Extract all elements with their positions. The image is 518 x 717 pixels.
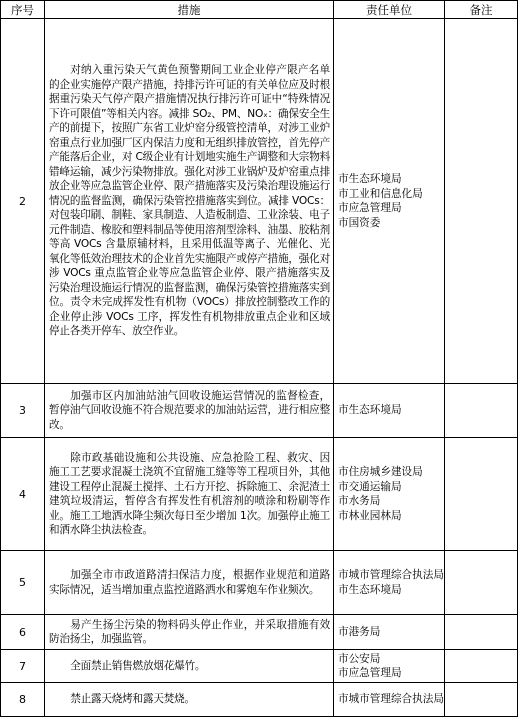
table-row <box>1 551 518 615</box>
row-number: 7 <box>1 650 45 683</box>
remark-cell <box>445 683 518 717</box>
row-number: 8 <box>1 683 45 717</box>
responsible-unit: 市生态环境局 <box>338 404 402 417</box>
responsible-unit: 市公安局 <box>338 652 381 665</box>
responsible-unit: 市生态环境局 <box>338 583 402 596</box>
row-number: 4 <box>1 438 45 551</box>
responsible-unit: 市交通运输局 <box>338 480 402 493</box>
remark-cell <box>445 438 518 551</box>
header-measure: 措施 <box>45 1 334 19</box>
header-unit: 责任单位 <box>334 1 445 19</box>
table-row <box>1 683 518 717</box>
responsible-unit: 市应急管理局 <box>338 667 402 679</box>
row-number: 2 <box>1 19 45 384</box>
table-row <box>1 615 518 650</box>
measure-text: 全面禁止销售燃放烟花爆竹。 <box>70 659 206 672</box>
measure-text: 禁止露天烧烤和露天焚烧。 <box>70 693 195 706</box>
responsible-unit: 市生态环境局 <box>338 173 402 185</box>
responsible-unit: 市工业和信息化局 <box>338 187 423 200</box>
table-row <box>1 438 518 551</box>
measure-text: 加强市区内加油站油气回收设施运营情况的监督检查，暂停油气回收设施不符合规范要求的加油站运营，进行相应整改。 <box>49 389 330 431</box>
responsible-unit: 市林业园林局 <box>338 509 402 522</box>
remark-cell <box>445 384 518 438</box>
header-no: 序号 <box>1 1 45 19</box>
remark-cell <box>445 551 518 615</box>
measure-text: 除市政基础设施和公共设施、应急抢险工程、救灾、因施工工艺要求混凝土浇筑不宜留施工缝等等工程项目外，其他建设工程停止混凝土搅拌、土石方开挖、拆除施工、余泥渣土建筑垃圾清运，暂停含有挥发性有机溶剂的喷涂和粉刷等作业。施工工地洒水降尘频次每日至少增加 1次。加强停止施工和洒水降尘执法检查。 <box>49 451 330 536</box>
responsible-unit: 市应急管理局 <box>338 202 402 214</box>
responsible-unit: 市城市管理综合执法局 <box>338 693 444 706</box>
remark-cell <box>445 19 518 384</box>
responsible-unit: 市住房城乡建设局 <box>338 466 423 478</box>
row-number: 3 <box>1 384 45 438</box>
table-body <box>1 19 518 717</box>
responsible-unit: 市国资委 <box>338 216 381 229</box>
header-remark: 备注 <box>445 1 518 19</box>
responsible-unit: 市港务局 <box>338 625 381 638</box>
measure-text: 加强全市市政道路清扫保洁力度，根据作业规范和道路实际情况，适当增加重点监控道路洒水和雾炮车作业频次。 <box>49 569 330 596</box>
measure-text: 对纳入重污染天气黄色预警期间工业企业停产限产名单的企业实施停产限产措施，持排污许可证的有关单位应及时根据重污染天气停产限产措施情况执行排污许可证中“特殊情况下许可限值”等相关内容。减排 SO₂、PM、NOₓ：确保安全生产的前提下，按照广东省工业炉窑分级管控清单，对涉工业炉窑重点行业加强厂区内保洁力度和无组织排放管控，首先停产产能落后企业，对 C级企业有计划地实施生产调整和大宗物料错峰运输，减少污染物排放。强化对涉工业锅炉及炉窑重点排放企业等应急监管企业停、限产措施落实及污染治理设施运行情况的监督监测，确保污染管控措施落实到位。减排 VOCs：对包装印刷、制鞋、家具制造、人造板制造、工业涂装、电子元件制造、橡胶和塑料制品等使用溶剂型涂料、油墨、胶粘剂等高 VOCs 含量原辅材料，且采用低温等离子、光催化、光氧化等低效治理技术的企业首先实施限产或停产措施，强化对涉 VOCs 重点监管企业等应急监管企业停、限产措施落实及污染治理设施运行情况的监督监测，确保污染管控措施落实到位。责令未完成挥发性有机物（VOCs）排放控制整改工作的企业停止涉 VOCs 工序，挥发性有机物排放重点企业和区域停止各类开停车、放空作业。 <box>49 64 330 338</box>
measure-text: 易产生扬尘污染的物料码头停止作业，并采取措施有效防治扬尘，加强监管。 <box>49 618 330 645</box>
row-number: 5 <box>1 551 45 615</box>
table-row <box>1 384 518 438</box>
responsible-unit: 市水务局 <box>338 495 381 507</box>
remark-cell <box>445 615 518 650</box>
header-row <box>1 1 518 19</box>
table-row <box>1 19 518 384</box>
responsible-unit: 市城市管理综合执法局 <box>338 569 444 581</box>
row-number: 6 <box>1 615 45 650</box>
